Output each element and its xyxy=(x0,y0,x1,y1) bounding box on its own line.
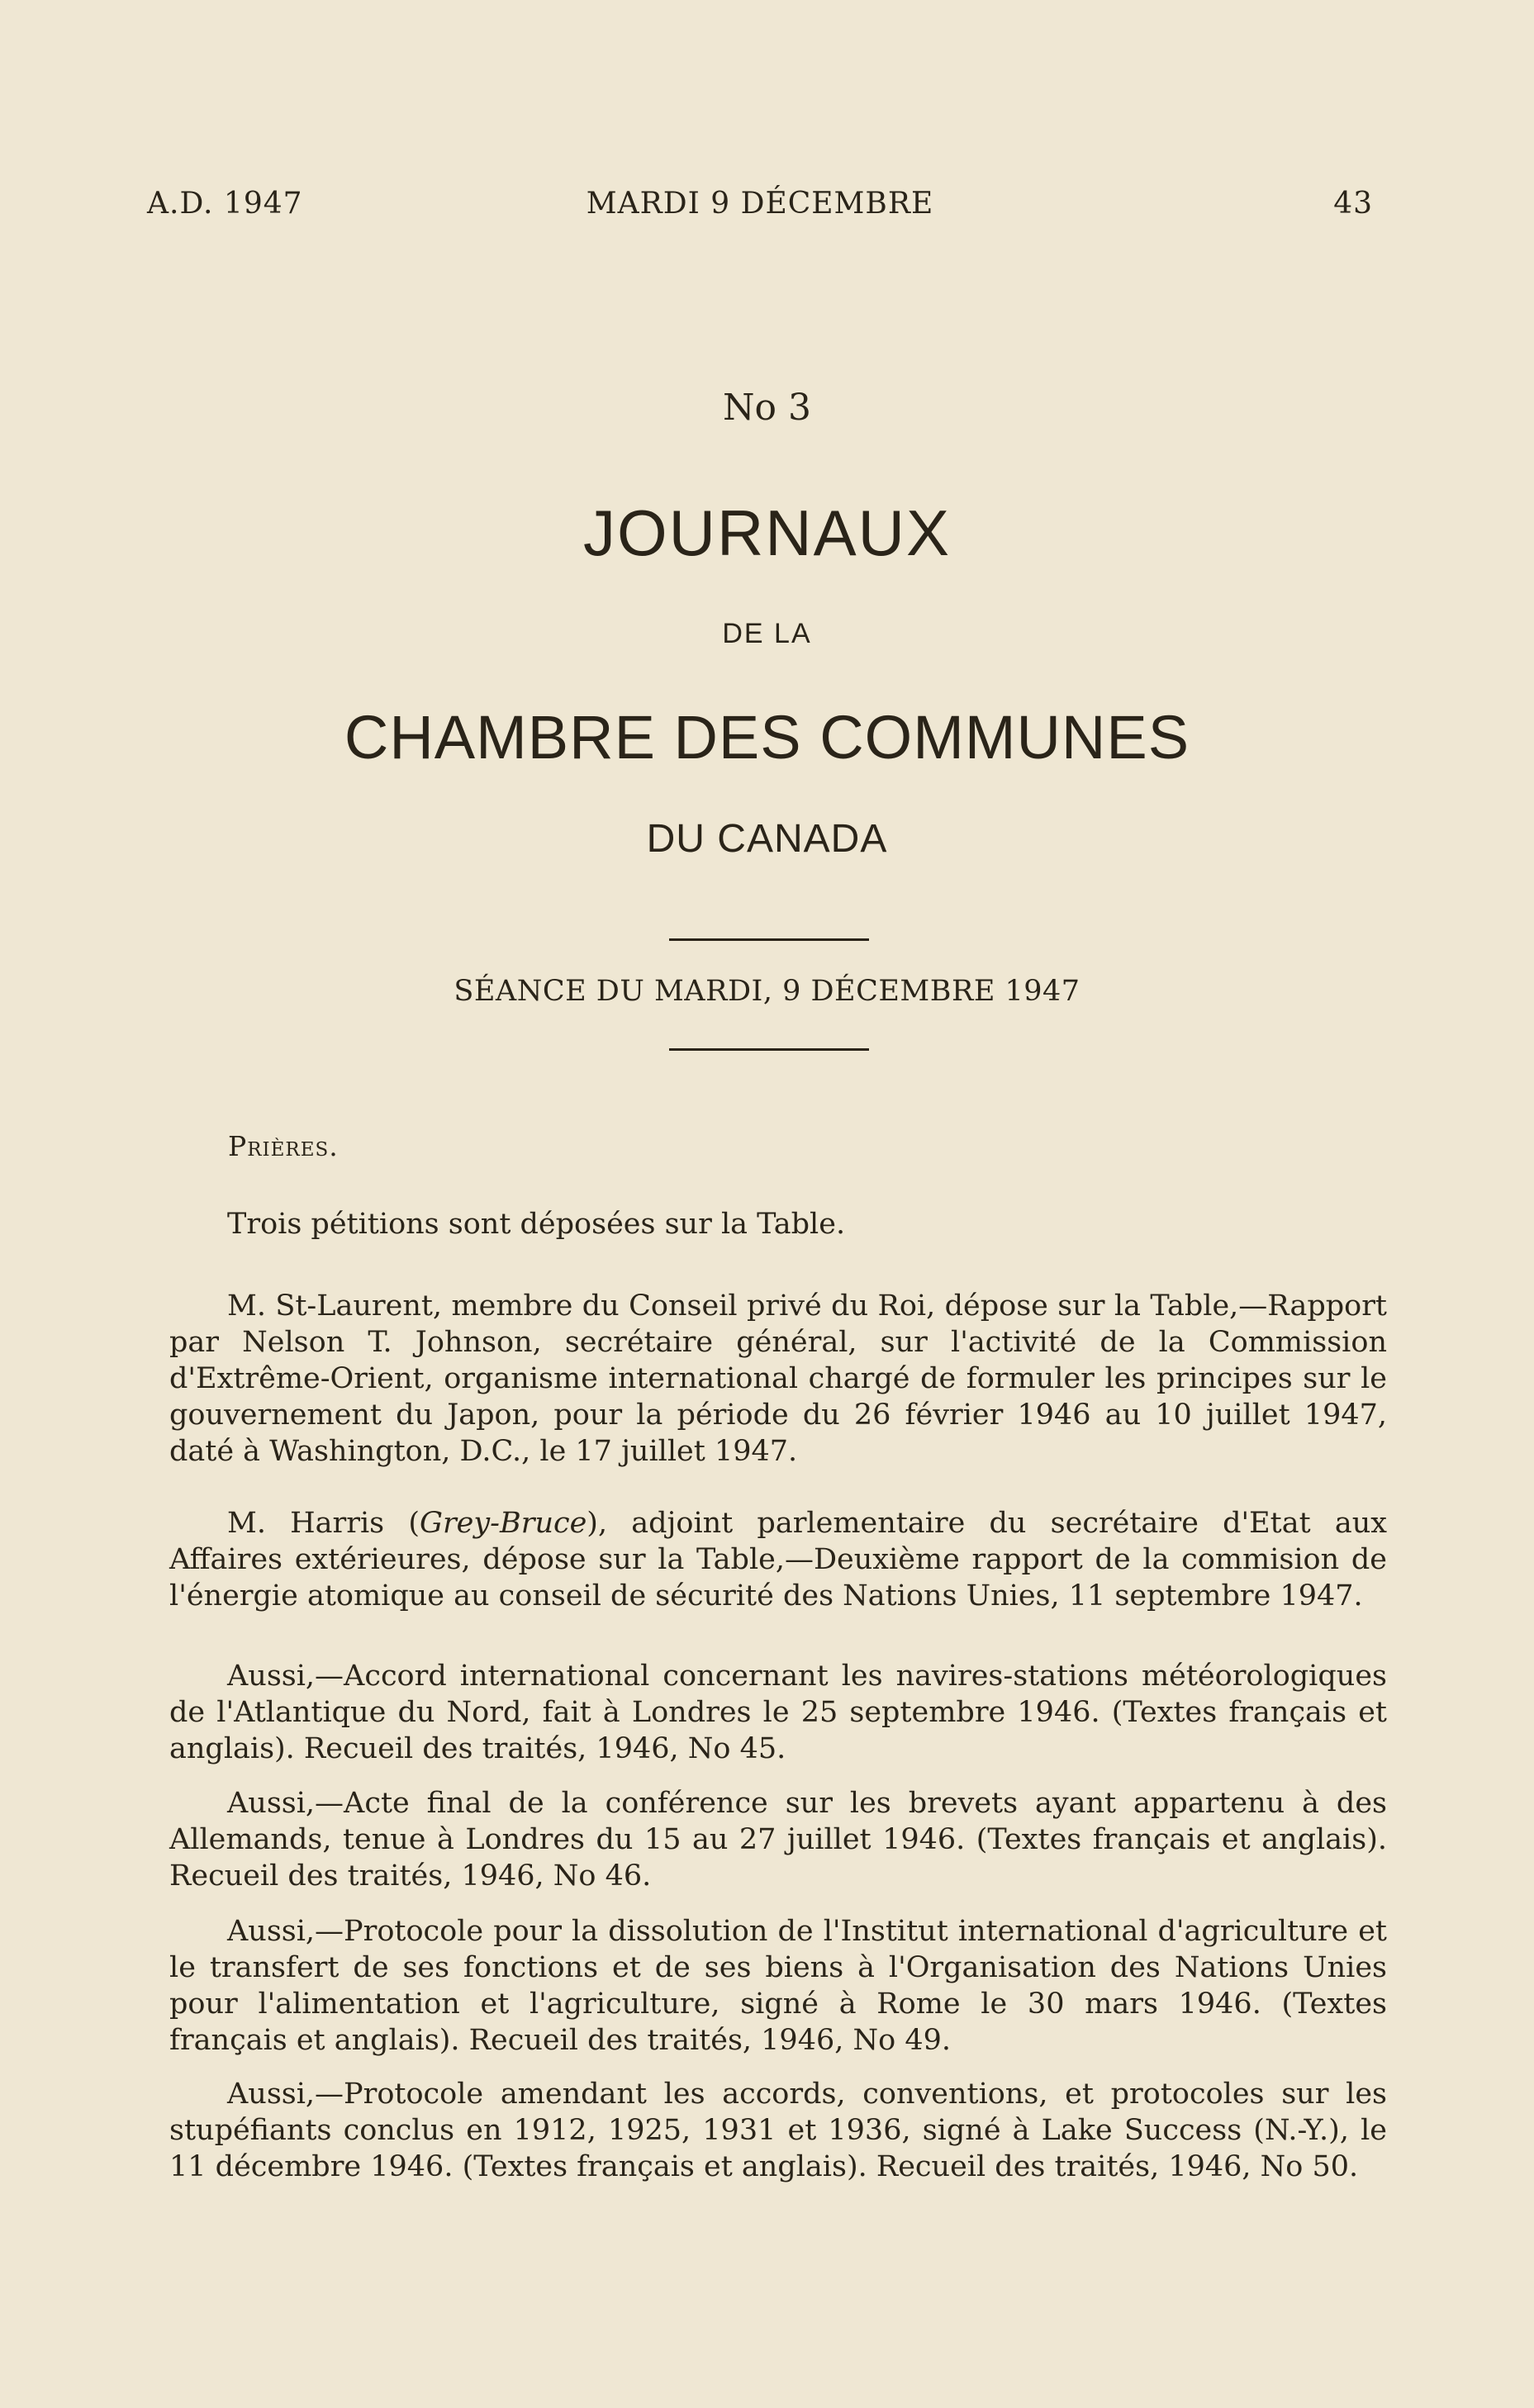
page-number: 43 xyxy=(1333,187,1373,221)
paragraph-patents: Aussi,—Acte final de la conférence sur les brevets ayant appartenu à des Allemands, tenue à Londres du 15 au 27 juillet 1946. (Textes français et anglais). Recueil des traités, 1946, No 46. xyxy=(169,1787,1387,1893)
running-head xyxy=(147,187,1373,228)
prayers-heading: Prières. xyxy=(228,1130,339,1162)
title-de-la: DE LA xyxy=(722,618,812,649)
paragraph-agriculture: Aussi,—Protocole pour la dissolution de l'Institut international d'agriculture et le transfert de ses fonctions et de ses biens à l'Organisation des Nations Unies pour l'alimentation et l'agriculture, signé à Rome le 30 mars 1946. (Textes français et anglais). Recueil des traités, 1946, No 49. xyxy=(169,1915,1387,2057)
sitting-heading: SÉANCE DU MARDI, 9 DÉCEMBRE 1947 xyxy=(454,975,1080,1008)
country-title: DU CANADA xyxy=(646,817,888,861)
paragraph-weather-stations: Aussi,—Accord international concernant les navires-stations météorologiques de l'Atlantique du Nord, fait à Londres le 25 septembre 1946. (Textes français et anglais). Recueil des traités, 1946, No 45. xyxy=(169,1660,1387,1765)
paragraph-petitions: Trois pétitions sont déposées sur la Table. xyxy=(227,1208,846,1241)
paragraph-harris xyxy=(169,1505,1387,1614)
divider-rule-bottom xyxy=(669,1048,869,1051)
paragraph-narcotics: Aussi,—Protocole amendant les accords, conventions, et protocoles sur les stupéfiants conclus en 1912, 1925, 1931 et 1936, signé à Lake Success (N.-Y.), le 11 décembre 1946. (Textes français et anglais). Recueil des traités, 1946, No 50. xyxy=(169,2078,1387,2183)
harris-text-pre: M. Harris ( xyxy=(227,1507,420,1540)
harris-text-post: ), adjoint parlementaire du secrétaire d'Etat aux Affaires extérieures, dépose sur la Table,—Deuxième rapport de la commision de l'énergie atomique au conseil de sécurité des Nations Unies, 11 septembre 1947. xyxy=(169,1507,1388,1612)
chamber-title: CHAMBRE DES COMMUNES xyxy=(344,703,1190,772)
journal-title: JOURNAUX xyxy=(582,496,952,569)
paragraph-st-laurent: M. St-Laurent, membre du Conseil privé du Roi, dépose sur la Table,—Rapport par Nelson T. Johnson, secrétaire général, sur l'activité de la Commission d'Extrême-Orient, organisme international chargé de formuler les principes sur le gouvernement du Japon, pour la période du 26 février 1946 au 10 juillet 1947, daté à Washington, D.C., le 17 juillet 1947. xyxy=(169,1289,1387,1468)
header-date: MARDI 9 DÉCEMBRE xyxy=(586,187,934,221)
header-year: A.D. 1947 xyxy=(147,187,303,221)
riding-name: Grey-Bruce xyxy=(419,1507,587,1540)
issue-number: No 3 xyxy=(723,387,811,429)
divider-rule-top xyxy=(669,938,869,941)
